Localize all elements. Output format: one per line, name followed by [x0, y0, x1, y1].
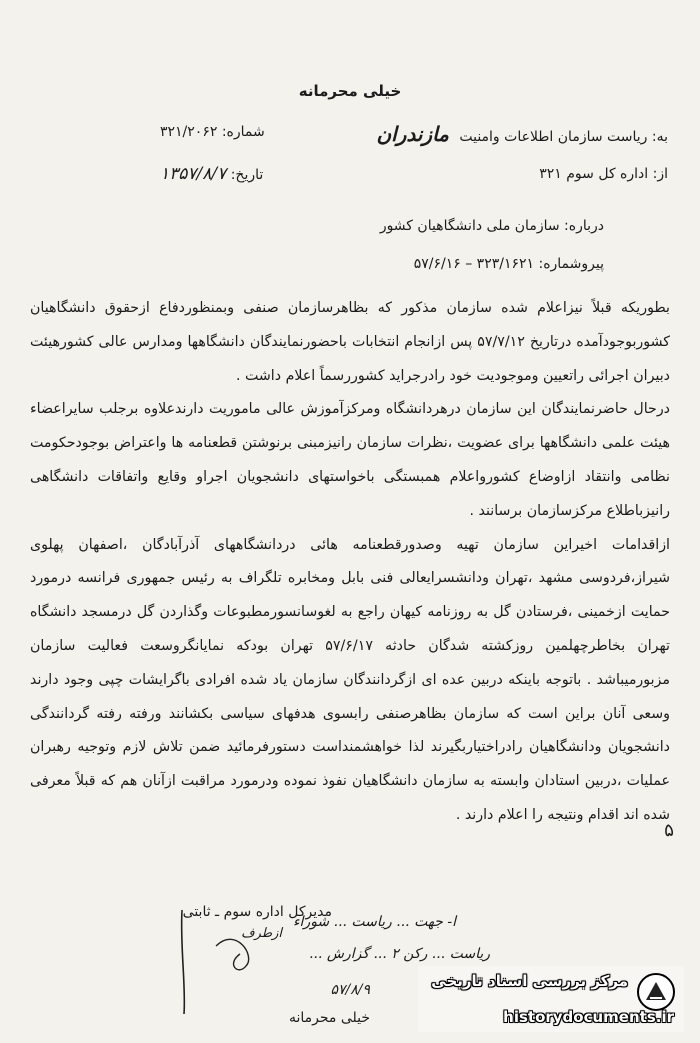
- archive-logo-icon: [636, 972, 676, 1012]
- archive-name: مرکز بررسی اسناد تاریخی: [431, 972, 628, 990]
- archive-url: historydocuments.ir: [503, 1008, 674, 1026]
- letter-date: [160, 164, 263, 184]
- body-paragraph-3: ازاقدامات اخیراین سازمان تهیه وصدورقطعنامه هائی دردانشگاههای آذرآبادگان ،اصفهان پهلوی شیراز،فردوسی مشهد ،تهران ودانشسرایعالی فنی بابل ومخابره تلگراف به رئیس جمهوری فرانسه درمورد حمایت ازخمینی ،فرستادن گل به روزنامه کیهان راجع به لغوسانسورمطبوعات وگذاردن گل درمسجد دانشگاه تهران بخاطرچهلمین روزکشته شدگان حادثه ۵۷/۶/۱۷ تهران بودکه نمایانگروسعت فعالیت سازمان مزبورمیباشد . باتوجه باینکه دربین عده ای ازگردانندگان سازمان یاد شده افرادی باگرایشات چپی وجود دارند وسعی آنان براین است که سازمان بظاهرصنفی رابسوی هدفهای سیاسی بکشانند ورفته رفته گردانندگی دانشجویان ودانشگاهیان رادراختیاربگیرند لذا خواهشمنداست دستورفرمائید ضمن تلاش لازم وتوجیه رهبران عملیات ،دربین استادان وابسته به سازمان دانشگاهیان نفوذ نموده ودرمورد مراقبت ازآنان هم که قبلاً معرفی شده اند اقدام ونتیجه را اعلام دارند .: [30, 536, 670, 823]
- recipient-line: [376, 122, 668, 146]
- handwritten-note-2: ریاست ... رکن ۲ ... گزارش ...: [309, 946, 490, 962]
- letter-number: [160, 124, 265, 140]
- subject-line: درباره: سازمان ملی دانشگاهیان کشور: [379, 218, 604, 234]
- classification-header: خیلی محرمانه: [298, 82, 402, 100]
- date-value: ۱۳۵۷/۸/۷: [160, 164, 227, 184]
- body-paragraph-2: درحال حاضرنمایندگان این سازمان درهردانشگاه ومرکزآموزش عالی ماموریت دارندعلاوه برجلب سایراعضاء هیئت علمی دانشگاهها برای عضویت ،نظرات سازمان رانیزمبنی برنوشتن قطعنامه ها واعتراض بوجودحکومت نظامی وانتقاد ازاوضاع کشورواعلام همبستگی باخواستهای دانشجویان اجراو وقایع واتفاقات دانشگاهی رانیزباطلاع مرکزسازمان برسانند .: [30, 401, 670, 519]
- handwritten-signature-mark: [176, 906, 366, 1018]
- classification-footer: خیلی محرمانه: [288, 1010, 370, 1026]
- recipient-text: به: ریاست سازمان اطلاعات وامنیت: [459, 129, 668, 145]
- recipient-handwritten: مازندران: [376, 122, 449, 146]
- reference-line: پیروشماره: ۳۲۳/۱۶۲۱ – ۵۷/۶/۱۶: [413, 256, 604, 272]
- handwritten-note-1: ا- جهت ... ریاست ... شوراء: [292, 914, 456, 930]
- body-paragraph-1: بطوریکه قبلاً نیزاعلام شده سازمان مذکور که بظاهرسازمان صنفی وبمنظوردفاع ازحقوق دانشگاهیان کشوربوجودآمده درتاریخ ۵۷/۷/۱۲ پس ازانجام انتخابات باحضورنمایندگان دانشگاهها ومدارس عالی کشورهیئت دبیران اجرائی راتعیین وموجودیت خود رادرجراید کشوررسماً اعلام داشت .: [30, 300, 670, 384]
- number-value: ۳۲۱/۲۰۶۲: [160, 124, 218, 140]
- signature-title: مدیرکل اداره سوم ـ ثابتی: [182, 904, 332, 920]
- archive-watermark: [418, 966, 684, 1032]
- letter-body: [30, 292, 670, 833]
- number-label: شماره:: [221, 124, 265, 140]
- handwritten-note-3: ازطرف: [241, 926, 282, 941]
- handwritten-date: ۵۷/۸/۹: [330, 982, 370, 998]
- margin-annotation: ۵: [662, 819, 676, 842]
- sender-line: از: اداره کل سوم ۳۲۱: [539, 166, 668, 182]
- date-label: تاریخ:: [230, 167, 264, 183]
